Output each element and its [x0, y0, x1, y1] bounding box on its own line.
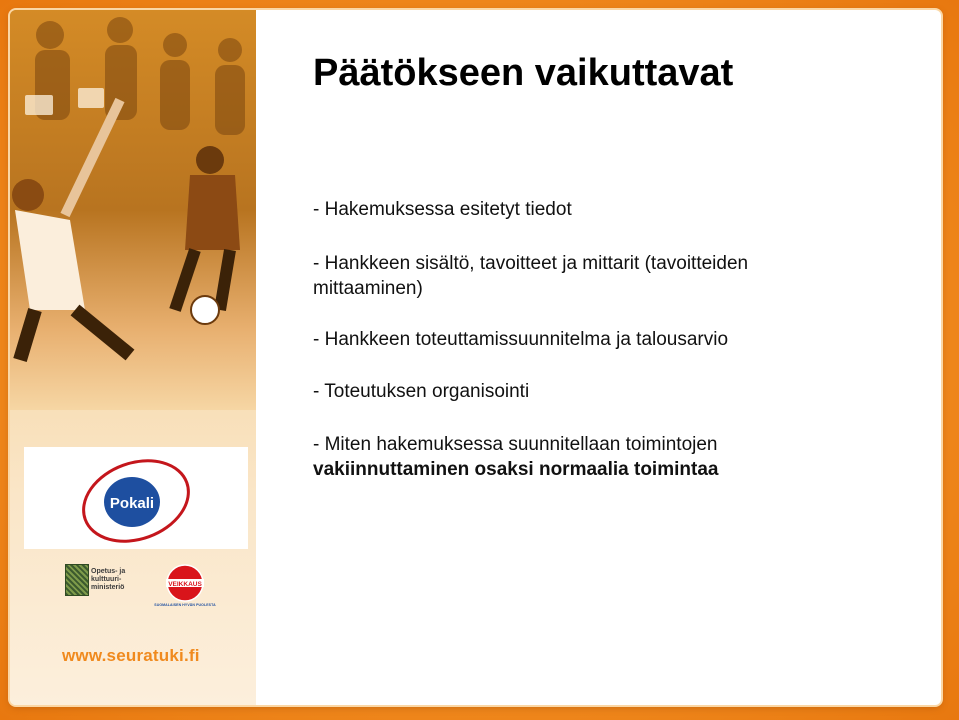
- bullet-line-bold: vakiinnuttaminen osaksi normaalia toimintaa: [313, 459, 719, 480]
- pokali-logo: [24, 447, 248, 549]
- pokali-logo-box: [24, 447, 248, 549]
- bullet-line: - Miten hakemuksessa suunnitellaan toimintojen: [313, 434, 718, 455]
- ministry-seal-icon: [65, 564, 89, 596]
- pokali-logo-text: Pokali: [109, 495, 155, 512]
- veikkaus-logo: [150, 561, 220, 609]
- bullet-line: - Hakemuksessa esitetyt tiedot: [313, 199, 572, 220]
- bullet-line: - Hankkeen toteuttamissuunnitelma ja talousarvio: [313, 329, 729, 350]
- veikkaus-emblem-icon: [150, 561, 220, 603]
- bullet-line: - Hankkeen sisältö, tavoitteet ja mittarit (tavoitteiden: [313, 253, 749, 274]
- bullet-line: mittaaminen): [313, 278, 423, 299]
- veikkaus-logo-text: VEIKKAUS: [168, 581, 202, 588]
- slide-frame: [10, 10, 941, 705]
- ministry-logo-text: Opetus- ja kulttuuri- ministeriö: [91, 568, 126, 591]
- website-url: www.seuratuki.fi: [62, 646, 200, 665]
- sponsor-logos: [60, 559, 250, 609]
- sports-photo-illustration: [10, 10, 256, 410]
- veikkaus-tagline: SUOMALAISEN HYVÄN PUOLESTA: [154, 603, 216, 607]
- slide-title: Päätökseen vaikuttavat: [313, 52, 734, 94]
- bullet-line: - Toteutuksen organisointi: [313, 381, 530, 402]
- sports-photo: [10, 10, 256, 410]
- sidebar: [10, 10, 256, 705]
